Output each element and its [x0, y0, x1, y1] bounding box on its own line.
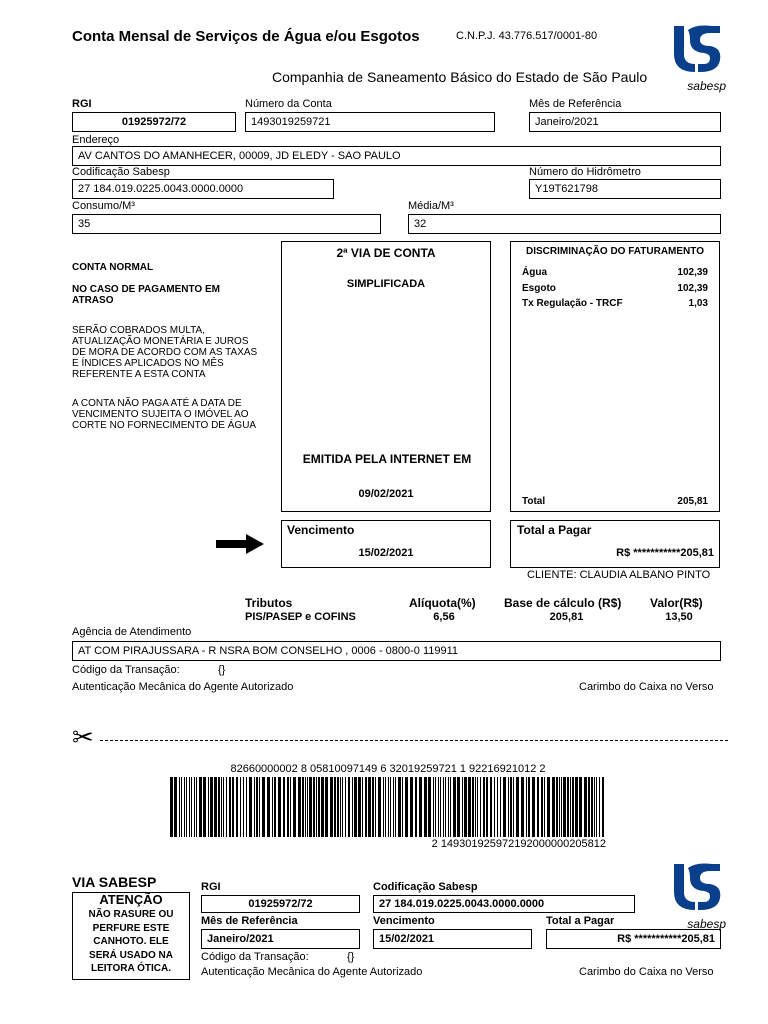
logo-text: sabesp — [687, 79, 726, 93]
autenticacao-label: Autenticação Mecânica do Agente Autorizado — [72, 681, 294, 693]
sabesp-logo — [668, 24, 726, 93]
atencao-text: NÃO RASURE OU PERFURE ESTE CANHOTO. ELE SERÁ USADO NA LEITORA ÓTICA. — [88, 909, 174, 974]
base-value: 205,81 — [549, 611, 584, 623]
conta-normal: CONTA NORMAL — [72, 262, 154, 273]
stub-rgi-value: 01925972/72 — [201, 895, 360, 913]
numero-conta-value: 1493019259721 — [245, 112, 495, 132]
stub-autenticacao: Autenticação Mecânica do Agente Autorizado — [201, 966, 423, 978]
aliquota-value: 6,56 — [433, 611, 455, 623]
rgi-value: 01925972/72 — [72, 112, 236, 132]
cnpj: C.N.P.J. 43.776.517/0001-80 — [456, 30, 598, 42]
bill-title: Conta Mensal de Serviços de Água e/ou Esgotos — [72, 28, 420, 45]
vencimento-value: 15/02/2021 — [358, 547, 414, 559]
atencao-title: ATENÇÃO — [99, 892, 163, 907]
billing-item — [522, 283, 708, 294]
logo-text: sabesp — [687, 917, 726, 931]
codificacao-value: 27 184.019.0225.0043.0000.0000 — [72, 179, 334, 199]
agencia-value: AT COM PIRAJUSSARA - R NSRA BOM CONSELHO , 0006 - 0800-0 119911 — [72, 641, 721, 661]
billing-title: DISCRIMINAÇÃO DO FATURAMENTO — [526, 246, 704, 257]
valor-value: 13,50 — [665, 611, 693, 623]
codificacao-label: Codificação Sabesp — [72, 166, 170, 178]
stub-codificacao-label: Codificação Sabesp — [373, 881, 478, 893]
billing-item-label: Água — [522, 267, 547, 278]
billing-item-label: Esgoto — [522, 283, 556, 294]
atencao-box — [72, 892, 190, 980]
stub-vencimento-label: Vencimento — [373, 915, 435, 927]
mes-ref-label: Mês de Referência — [529, 98, 622, 110]
carimbo-label: Carimbo do Caixa no Verso — [579, 681, 714, 693]
stub-mes-ref-value: Janeiro/2021 — [201, 929, 360, 949]
total-pagar-value: R$ ***********205,81 — [616, 547, 714, 559]
stub-vencimento-value: 15/02/2021 — [373, 929, 532, 949]
rgi-label: RGI — [72, 98, 92, 110]
media-label: Média/M³ — [408, 200, 454, 212]
arrow-icon — [216, 534, 264, 559]
barcode-number: 2 149301925972192000000205812 — [431, 838, 606, 850]
billing-panel — [510, 241, 720, 512]
billing-item — [522, 298, 708, 309]
sabesp-logo-icon — [668, 24, 726, 74]
emitida-label: EMITIDA PELA INTERNET EM — [302, 452, 472, 466]
scissors-icon: ✂ — [72, 722, 94, 752]
multa-notice: SERÃO COBRADOS MULTA, ATUALIZAÇÃO MONETÁRIA E JUROS DE MORA DE ACORDO COM AS TAXAS E ÍNDICES APLICADOS NO MÊS REFERENTE A ESTA CONTA — [72, 325, 258, 380]
endereco-value: AV CANTOS DO AMANHECER, 00009, JD ELEDY - SAO PAULO — [72, 146, 721, 166]
data-emissao: 09/02/2021 — [358, 488, 414, 500]
tributos-value: PIS/PASEP e COFINS — [245, 611, 356, 623]
billing-item-label: Tx Regulação - TRCF — [522, 298, 623, 309]
company-name: Companhia de Saneamento Básico do Estado de São Paulo — [272, 69, 648, 85]
via-label: 2ª VIA DE CONTA — [336, 246, 436, 260]
endereco-label: Endereço — [72, 134, 120, 146]
total-pagar-label: Total a Pagar — [517, 523, 592, 537]
stub-codificacao-value: 27 184.019.0225.0043.0000.0000 — [373, 895, 635, 913]
billing-item-value: 102,39 — [677, 267, 708, 278]
billing-item-value: 102,39 — [677, 283, 708, 294]
agencia-label: Agência de Atendimento — [72, 626, 192, 638]
stub-logo — [668, 862, 726, 931]
sabesp-logo-icon — [668, 862, 726, 912]
tributos-label: Tributos — [245, 596, 293, 610]
base-label: Base de cálculo (R$) — [504, 596, 622, 610]
stub-total-value: R$ ***********205,81 — [546, 929, 721, 949]
tipo-label: SIMPLIFICADA — [346, 278, 426, 290]
cliente-name: CLIENTE: CLAUDIA ALBANO PINTO — [527, 569, 711, 581]
transacao-label: Código da Transação: — [72, 664, 180, 676]
valor-label: Valor(R$) — [650, 596, 703, 610]
media-value: 32 — [408, 214, 721, 234]
consumo-value: 35 — [72, 214, 381, 234]
stub-total-label: Total a Pagar — [546, 915, 615, 927]
atraso-notice: NO CASO DE PAGAMENTO EM ATRASO — [72, 284, 220, 306]
hidrometro-value: Y19T621798 — [529, 179, 721, 199]
via-sabesp-label: VIA SABESP — [72, 874, 157, 890]
total-pagar-panel — [510, 520, 720, 568]
barcode — [170, 777, 606, 837]
via-panel — [281, 241, 491, 512]
vencimento-panel — [281, 520, 491, 568]
stub-carimbo: Carimbo do Caixa no Verso — [579, 966, 714, 978]
mes-ref-value: Janeiro/2021 — [529, 112, 721, 132]
stub-transacao-label: Código da Transação: — [201, 951, 309, 963]
billing-item-value: 1,03 — [688, 298, 708, 309]
billing-item — [522, 267, 708, 278]
consumo-label: Consumo/M³ — [72, 200, 135, 212]
aliquota-label: Alíquota(%) — [409, 596, 476, 610]
vencimento-label: Vencimento — [287, 523, 355, 537]
corte-notice: A CONTA NÃO PAGA ATÉ A DATA DE VENCIMENTO SUJEITA O IMÓVEL AO CORTE NO FORNECIMENTO DE ÁGUA — [72, 398, 257, 431]
billing-total-value: 205,81 — [677, 496, 708, 507]
stub-mes-ref-label: Mês de Referência — [201, 915, 298, 927]
stub-rgi-label: RGI — [201, 881, 221, 893]
linha-digitavel: 82660000002 8 05810097149 6 32019259721 1 92216921012 2 — [230, 763, 546, 775]
stub-transacao-value: {} — [347, 951, 355, 963]
transacao-value: {} — [218, 664, 226, 676]
hidrometro-label: Número do Hidrômetro — [529, 166, 641, 178]
billing-total — [522, 496, 708, 507]
billing-total-label: Total — [522, 496, 546, 507]
cut-line — [100, 740, 728, 741]
numero-conta-label: Número da Conta — [245, 98, 332, 110]
